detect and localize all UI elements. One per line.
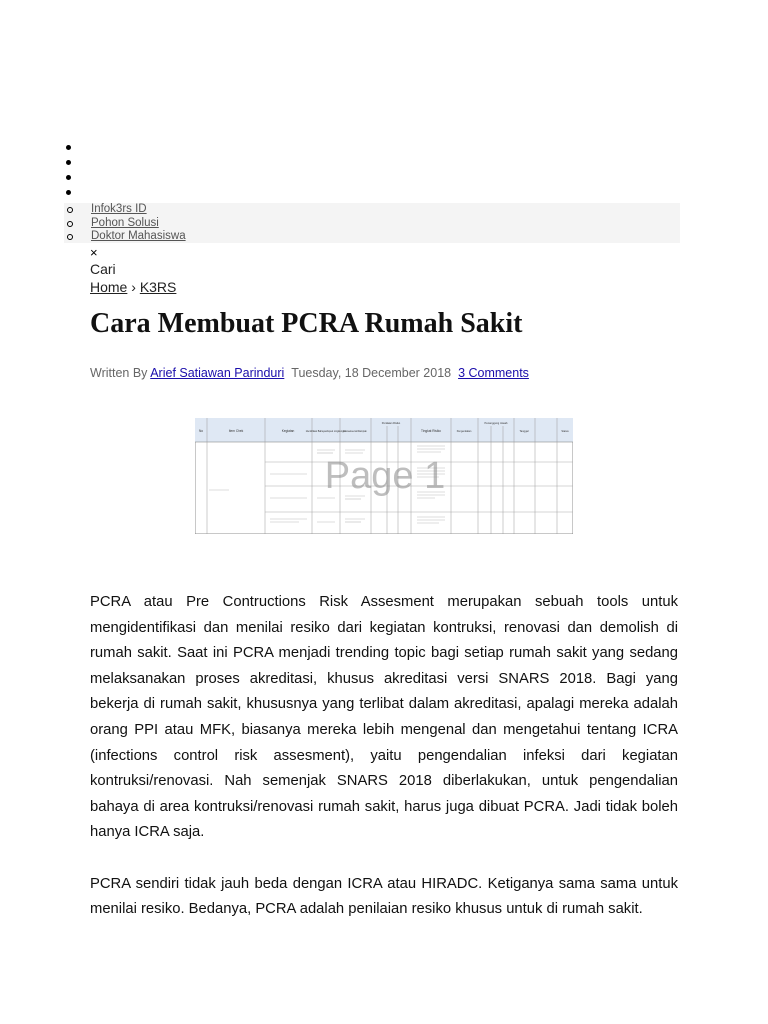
- breadcrumb-category-link[interactable]: K3RS: [139, 279, 177, 295]
- breadcrumb-home-link[interactable]: Home: [90, 279, 128, 295]
- sub-menu-item: [64, 203, 680, 217]
- sub-menu-link-pohon-solusi[interactable]: Pohon Solusi: [91, 216, 159, 229]
- table-header: Penilaian Risiko: [381, 422, 401, 425]
- written-by-label: Written By: [90, 366, 148, 380]
- table-header: Kegiatan: [281, 429, 295, 433]
- table-header: No: [198, 429, 204, 433]
- table-header: Tanggal: [519, 430, 529, 433]
- sub-menu: [64, 203, 680, 243]
- pcra-table-image: [195, 418, 573, 534]
- search-label[interactable]: Cari: [90, 261, 116, 277]
- breadcrumb: [90, 279, 176, 295]
- article-paragraph: PCRA atau Pre Contructions Risk Assesment merupakan sebuah tools untuk mengidentifikasi dan menilai resiko dari kegiatan kontruksi, renovasi dan demolish di rumah sakit. Saat ini PCRA menjadi trending topic bagi setiap rumah sakit yang sedang melaksanakan proses akreditasi, khusus akreditasi versi SNARS 2018. Bagi yang bekerja di rumah sakit, khususnya yang terlibat dalam akreditasi, apalagi mereka adalah orang PPI atau MFK, biasanya mereka lebih mengenal dan mengetahui tentang ICRA (infections control risk assesment), yaitu pengendalian infeksi dari kegiatan kontruksi/renovasi. Nah semenjak SNARS 2018 diberlakukan, untuk pengendalian bahaya di area kontruksi/renovasi rumah sakit, harus juga dibuat PCRA. Jadi tidak boleh hanya ICRA saja.: [90, 594, 678, 841]
- table-header: Konsekuensi/Dampak: [343, 430, 367, 433]
- page-watermark: Page 1: [324, 455, 446, 497]
- sub-menu-link-infok3rs[interactable]: Infok3rs ID: [91, 203, 147, 215]
- breadcrumb-separator: ›: [131, 279, 136, 295]
- article-body: [90, 590, 678, 948]
- sub-menu-link-doktor-mahasiswa[interactable]: Doktor Mahasiswa: [91, 230, 186, 242]
- post-title: Cara Membuat PCRA Rumah Sakit: [90, 308, 523, 339]
- table-header: Status: [561, 430, 569, 433]
- table-header: Item Chek: [228, 429, 244, 433]
- author-link[interactable]: Arief Satiawan Parinduri: [150, 366, 285, 380]
- sub-menu-item: [64, 230, 680, 244]
- comments-link[interactable]: 3 Comments: [458, 366, 529, 380]
- table-header: Tingkat Risiko: [421, 429, 441, 433]
- table-header: Pengendalian: [456, 430, 472, 433]
- table-header: Identifikasi Bahaya/Aspek Lingkungan: [305, 430, 347, 433]
- post-date: Tuesday, 18 December 2018: [291, 366, 452, 380]
- close-icon[interactable]: ×: [90, 245, 98, 260]
- post-meta: [90, 366, 529, 380]
- article-paragraph: PCRA sendiri tidak jauh beda dengan ICRA atau HIRADC. Ketiganya sama sama untuk menilai resiko. Bedanya, PCRA adalah penilaian resiko khusus untuk di rumah sakit.: [90, 875, 678, 918]
- sub-menu-item: [64, 217, 680, 231]
- table-header: Penanggung Jawab: [484, 422, 508, 425]
